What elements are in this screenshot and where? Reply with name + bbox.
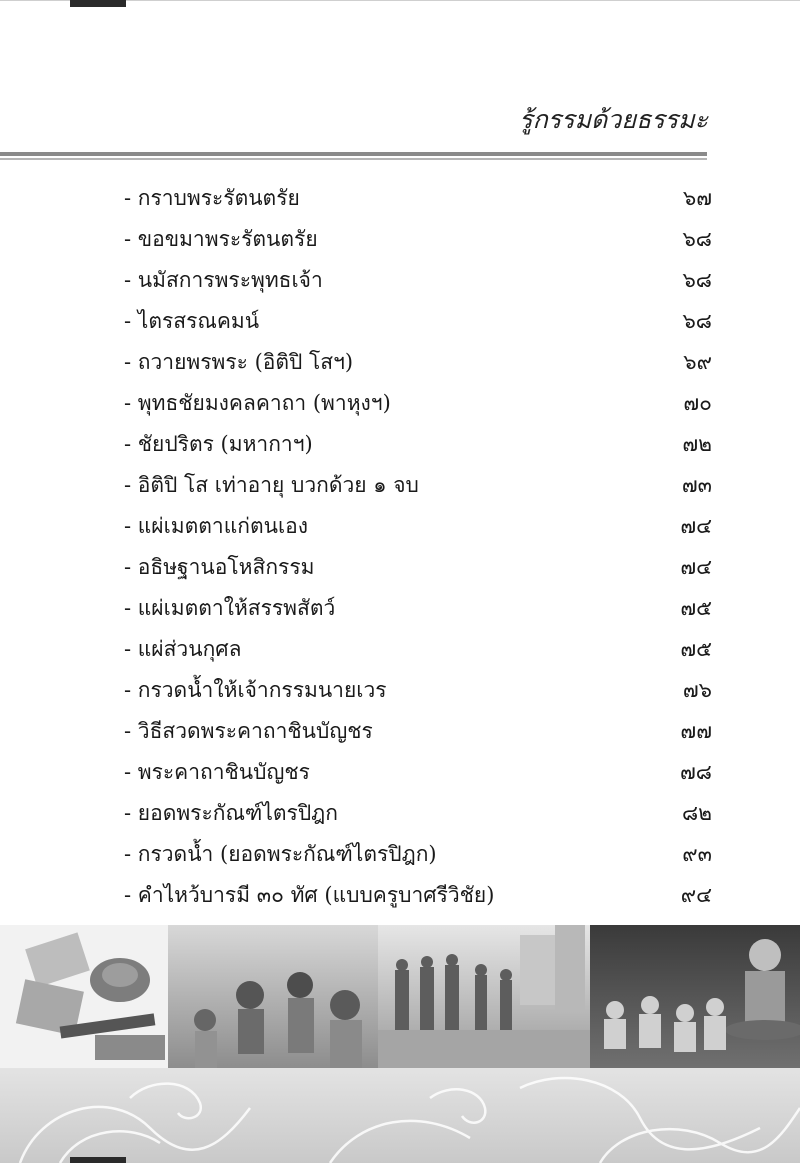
toc-entry-page-number: ๗๓	[681, 473, 712, 497]
toc-entry-page-number: ๗๒	[682, 432, 712, 456]
toc-entry	[124, 506, 712, 547]
toc-entry-page-number: ๙๓	[682, 842, 712, 866]
toc-entry	[124, 219, 712, 260]
toc-entry	[124, 629, 712, 670]
toc-entry	[124, 834, 712, 875]
toc-entry-title: - ไตรสรณคมน์	[124, 309, 260, 333]
toc-entry-page-number: ๖๘	[682, 309, 712, 333]
toc-entry-page-number: ๙๔	[680, 883, 712, 907]
toc-entry	[124, 547, 712, 588]
toc-entry-title: - กรวดน้ำให้เจ้ากรรมนายเวร	[124, 678, 387, 702]
toc-entry	[124, 875, 712, 916]
toc-entry-page-number: ๖๗	[682, 186, 712, 210]
toc-entry-page-number: ๗๕	[680, 637, 712, 661]
toc-entry-title: - แผ่เมตตาให้สรรพสัตว์	[124, 596, 336, 620]
toc-entry	[124, 178, 712, 219]
page-tab-marker-bottom	[70, 1157, 126, 1163]
toc-entry-page-number: ๖๘	[682, 227, 712, 251]
toc-entry-title: - ชัยปริตร (มหากาฯ)	[124, 432, 313, 456]
toc-entry-title: - นมัสการพระพุทธเจ้า	[124, 268, 323, 292]
toc-entry-page-number: ๗๔	[680, 555, 712, 579]
toc-entry	[124, 670, 712, 711]
toc-entry-title: - กราบพระรัตนตรัย	[124, 186, 300, 210]
toc-entry-page-number: ๗๐	[683, 391, 712, 415]
toc-entry	[124, 465, 712, 506]
toc-entry-title: - ยอดพระกัณฑ์ไตรปิฎก	[124, 801, 338, 825]
toc-entry	[124, 383, 712, 424]
toc-entry-title: - แผ่ส่วนกุศล	[124, 637, 242, 661]
toc-entry	[124, 588, 712, 629]
toc-entry	[124, 711, 712, 752]
table-of-contents	[124, 178, 712, 916]
toc-entry-title: - วิธีสวดพระคาถาชินบัญชร	[124, 719, 373, 743]
toc-entry-title: - แผ่เมตตาแก่ตนเอง	[124, 514, 308, 538]
toc-entry-page-number: ๘๒	[681, 801, 712, 825]
photo-monks-procession	[378, 925, 590, 1068]
running-header-title: รู้กรรมด้วยธรรมะ	[519, 105, 708, 134]
header-rule	[0, 152, 707, 156]
toc-entry-page-number: ๖๙	[683, 350, 712, 374]
photo-collage	[0, 925, 800, 1068]
toc-entry	[124, 793, 712, 834]
toc-entry	[124, 342, 712, 383]
photo-illustrated-monks	[168, 925, 378, 1068]
toc-entry-title: - คำไหว้บารมี ๓๐ ทัศ (แบบครูบาศรีวิชัย)	[124, 883, 495, 907]
toc-entry-page-number: ๗๗	[680, 719, 712, 743]
toc-entry-page-number: ๗๔	[680, 514, 712, 538]
photo-meditation-buddha	[590, 925, 800, 1068]
toc-entry-title: - พระคาถาชินบัญชร	[124, 760, 310, 784]
toc-entry-title: - อธิษฐานอโหสิกรรม	[124, 555, 315, 579]
toc-entry-title: - พุทธชัยมงคลคาถา (พาหุงฯ)	[124, 391, 391, 415]
toc-entry-title: - ขอขมาพระรัตนตรัย	[124, 227, 318, 251]
toc-entry-title: - กรวดน้ำ (ยอดพระกัณฑ์ไตรปิฎก)	[124, 842, 437, 866]
page-tab-marker	[70, 0, 126, 7]
toc-entry-page-number: ๖๘	[682, 268, 712, 292]
toc-entry-page-number: ๗๘	[680, 760, 712, 784]
toc-entry-page-number: ๗๕	[680, 596, 712, 620]
photo-books-and-objects	[0, 925, 168, 1068]
toc-entry-title: - อิติปิ โส เท่าอายุ บวกด้วย ๑ จบ	[124, 473, 419, 497]
toc-entry	[124, 260, 712, 301]
toc-entry	[124, 752, 712, 793]
decorative-footer	[0, 1068, 800, 1163]
toc-entry	[124, 424, 712, 465]
toc-entry-page-number: ๗๖	[682, 678, 712, 702]
header-rule-secondary	[0, 158, 707, 160]
toc-entry	[124, 301, 712, 342]
toc-entry-title: - ถวายพรพระ (อิติปิ โสฯ)	[124, 350, 354, 374]
